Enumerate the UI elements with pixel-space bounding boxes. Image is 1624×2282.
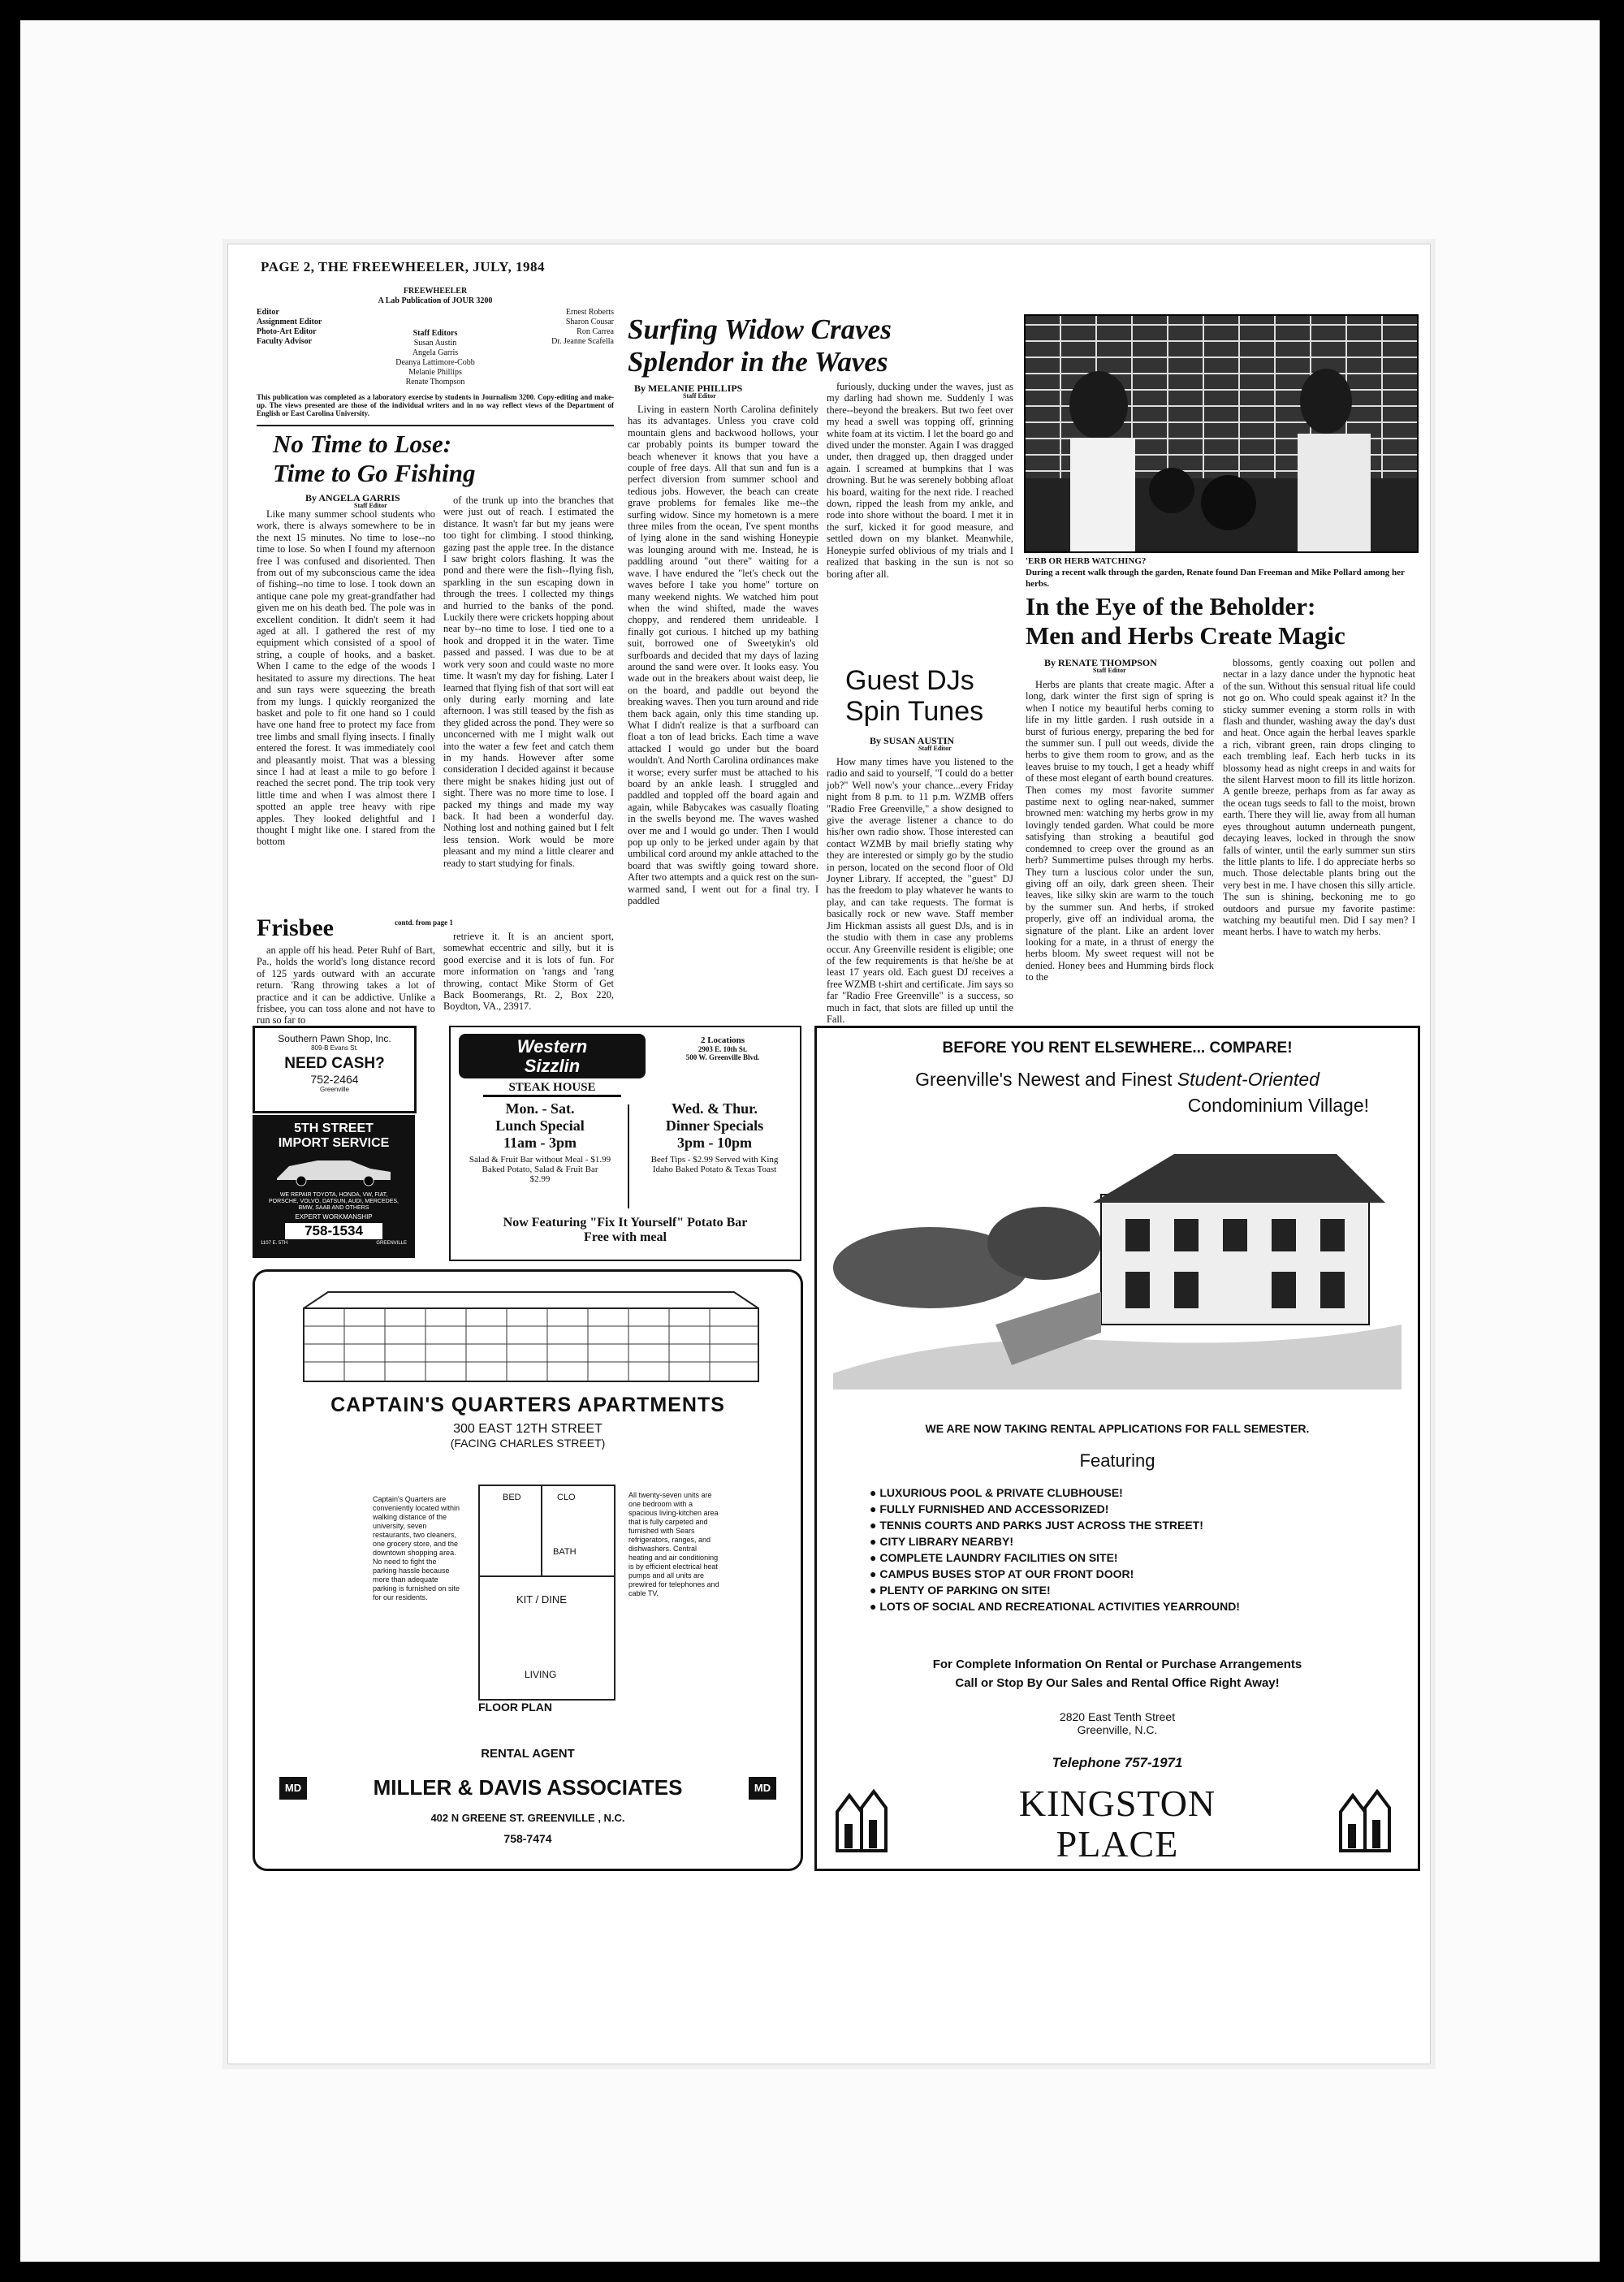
masthead-title: FREEWHEELER bbox=[403, 287, 468, 296]
footer-line: Now Featuring "Fix It Yourself" Potato Bar bbox=[503, 1216, 748, 1230]
locations-title: 2 Locations bbox=[700, 1035, 745, 1045]
captains-street: 300 EAST 12TH STREET bbox=[453, 1422, 603, 1436]
feature-item: ● CITY LIBRARY NEARBY! bbox=[870, 1535, 1389, 1548]
staff-name: Melanie Phillips bbox=[408, 368, 462, 377]
djs-byline bbox=[870, 735, 954, 752]
caption-title: 'ERB OR HERB WATCHING? bbox=[1026, 556, 1147, 566]
feature-item: ● FULLY FURNISHED AND ACCESSORIZED! bbox=[870, 1502, 1389, 1515]
pawn-phone: 752-2464 bbox=[310, 1073, 359, 1086]
name: Ron Carrea bbox=[577, 327, 614, 336]
car-icon bbox=[273, 1154, 395, 1186]
pawn-ad bbox=[253, 1026, 417, 1113]
photo-herb-plant bbox=[1149, 468, 1194, 513]
room-label: BATH bbox=[553, 1547, 577, 1557]
article-text: of the trunk up into the branches that were just out of reach. I estimated the distance. It wasn't far but my jeans were too tight for climbing. I stood thinking, gazing past the apple tree. In the distance I saw bright colors flashing. It was the pond and there were the fish--flying fish, sparkling in the sun escaping down in through the trees. I collected my things and hurried to the banks of the pond. Luckily there were crickets hopping about near by--no time to lose. I tied one to a hook and dropped it in the water. Time passed and passed. I was due to be at work very soon and could waste no more time. It wasn't my day for fishing. Later I learned that flying fish of that sort will eat only during early morning and late afternoon. I was still teased by the fish as they glided across the pond. They were so unconcerned with me I might walk out into the water a few feet and catch them in my hands. However after some consideration I decided against it because there might be snakes hiding just out of sight. There was no more time to lose. I packed my things and made my way back. It had been a wonderful day. Nothing lost and nothing gained but I felt less tension. Work would be more pleasant and my mind a little clearer and ready to start studying for finals. bbox=[443, 495, 614, 869]
location: 2903 E. 10th St. bbox=[698, 1045, 748, 1053]
location: 500 W. Greenville Blvd. bbox=[685, 1053, 760, 1061]
special-title: Wed. & Thur. bbox=[671, 1100, 758, 1117]
import-address: 1107 E. 5TH bbox=[261, 1241, 288, 1246]
feature-item: ● COMPLETE LAUNDRY FACILITIES ON SITE! bbox=[870, 1551, 1389, 1564]
fishing-byline bbox=[305, 492, 400, 509]
feature-item: ● LUXURIOUS POOL & PRIVATE CLUBHOUSE! bbox=[870, 1486, 1389, 1499]
staff-name: Angela Garris bbox=[412, 348, 459, 357]
article-text: furiously, ducking under the waves, just as my darling had shown me. Suddenly I was there--beyond the breakers. But two feet over my head a swell was topping off, grinning white foam at its victim. I let the board go and dived under the monster. Again I was dragged under, then dragged up, then dragged under again. I screamed at bumpkins that I was drowning. But he was serenely bobbing afloat his board, waiting for the next ride. I reached down, ripped the leash from my ankle, and rode into shore without the board. I met it in the surf, kicked it for good measure, and settled down on my blanket. Meanwhile, Honeypie surfed oblivious of my trials and I realized that basking in the sun is not so boring after all. bbox=[827, 381, 1013, 580]
kingston-phone: Telephone 757-1971 bbox=[1052, 1755, 1183, 1770]
kingston-line1 bbox=[817, 1069, 1418, 1091]
room-label: CLO bbox=[557, 1493, 576, 1502]
building-roof bbox=[1093, 1154, 1385, 1203]
divider bbox=[257, 425, 614, 426]
staff-name: Renate Thompson bbox=[405, 378, 465, 387]
special-items: Beef Tips - $2.99 Served with King Idaho Baked Potato & Texas Toast bbox=[650, 1155, 779, 1174]
herbs-headline bbox=[1026, 592, 1345, 650]
special-price: $2.99 bbox=[529, 1174, 551, 1184]
info-line: For Complete Information On Rental or Purchase Arrangements bbox=[932, 1657, 1302, 1671]
caption-text: During a recent walk through the garden, Renate found Dan Freeman and Mike Pollard among her herbs. bbox=[1026, 568, 1405, 589]
agent-row bbox=[279, 1775, 776, 1800]
captains-title-block bbox=[255, 1394, 801, 1450]
condominium-drawing bbox=[833, 1130, 1402, 1390]
car-wheel bbox=[296, 1176, 306, 1186]
sizzlin-locations bbox=[654, 1035, 792, 1061]
special-hours: 11am - 3pm bbox=[503, 1135, 577, 1151]
headline-line: In the Eye of the Beholder: bbox=[1026, 592, 1316, 620]
byline-role: Staff Editor bbox=[354, 502, 387, 509]
fishing-column-2 bbox=[443, 495, 614, 914]
sizzlin-logo bbox=[459, 1034, 646, 1078]
headline-line: Surfing Widow Craves bbox=[628, 313, 892, 345]
logo-line: PLACE bbox=[1056, 1823, 1179, 1865]
agent-address: 402 N GREENE ST. GREENVILLE , N.C. bbox=[430, 1812, 625, 1824]
rental-agent-label: RENTAL AGENT bbox=[481, 1747, 575, 1761]
lawn bbox=[833, 1325, 1402, 1390]
kingston-top: BEFORE YOU RENT ELSEWHERE... COMPARE! bbox=[942, 1039, 1293, 1057]
special-hours: 3pm - 10pm bbox=[676, 1135, 752, 1151]
headline-line: Guest DJs bbox=[845, 665, 974, 696]
agent-name: MILLER & DAVIS ASSOCIATES bbox=[373, 1775, 683, 1800]
divider bbox=[628, 1104, 629, 1208]
name: Dr. Jeanne Scafella bbox=[551, 337, 614, 346]
frisbee-column-2 bbox=[443, 931, 614, 1024]
import-title: 5TH STREET bbox=[294, 1122, 374, 1135]
surfing-headline bbox=[628, 313, 892, 378]
herb-photo bbox=[1024, 314, 1419, 553]
frisbee-headline: Frisbee bbox=[257, 914, 334, 941]
surfing-column-1 bbox=[628, 404, 818, 1009]
role: Faculty Advisor bbox=[257, 337, 313, 346]
byline-role: Staff Editor bbox=[918, 745, 952, 752]
fishing-headline bbox=[273, 430, 475, 488]
kingston-place-ad bbox=[814, 1026, 1420, 1871]
frisbee-column-1 bbox=[257, 944, 435, 1026]
article-text: retrieve it. It is an ancient sport, somewhat eccentric and silly, but it is good exercise and it is lots of fun. For more information on 'rangs and 'rang throwing, contact Mike Storm of Get Back Boomerangs, Rt. 2, Box 220, Boydton, VA., 23917. bbox=[443, 931, 614, 1013]
name: Ernest Roberts bbox=[565, 308, 614, 317]
plan-wall bbox=[541, 1486, 542, 1575]
line1-italic: Student-Oriented bbox=[1177, 1069, 1320, 1090]
headline-line: No Time to Lose: bbox=[273, 430, 452, 458]
car-body bbox=[277, 1160, 391, 1180]
staff-name: Deanya Lattimore-Cobb bbox=[395, 358, 475, 367]
staff-name: Susan Austin bbox=[413, 339, 457, 348]
byline-role: Staff Editor bbox=[683, 392, 716, 400]
address-line: 2820 East Tenth Street bbox=[1059, 1710, 1176, 1723]
captains-location-text: Captain's Quarters are conveniently located within walking distance of the university, seven restaurants, two cleaners, one grocery store, and the downtown shopping area. No need to fight the parking hassle because more than adequate parking is furnished on site for our residents. bbox=[373, 1495, 460, 1601]
photo-figures bbox=[1026, 316, 1417, 551]
name: Sharon Cousar bbox=[565, 318, 614, 326]
kingston-featuring: Featuring bbox=[1079, 1450, 1155, 1471]
lunch-special bbox=[459, 1100, 621, 1184]
special-items: Salad & Fruit Bar without Meal - $1.99 Baked Potato, Salad & Fruit Bar bbox=[469, 1155, 611, 1174]
photo-person-right-head bbox=[1300, 369, 1352, 434]
article-text: How many times have you listened to the radio and said to yourself, "I could do a better job?" Well now's your chance...every Friday night from 8 p.m. to 11 p.m. WZMB offers "Radio Free Greenville," a show designed to give the average listener a chance to do his/her own radio show. Those interested can contact WZMB by mail briefly stating why they are interested or simply go by the studio in person, located on the second floor of Old Joyner Library. If accepted, the "guest" DJ has the freedom to play whatever he wants to play, and can take requests. The format is basically rock or new wave. Staff member Jim Hickman assists all guest DJs, and is in the studio with them in case any problems occur. Any Greenville resident is eligible; one of the few requirements is that he/she be at least 17 years old. Each guest DJ receives a free WZMB t-shirt and certificate. Jim says so far "Radio Free Greenville" is a success, so much in fact, that slots are filled up until the Fall. bbox=[827, 756, 1013, 1025]
info-line: Call or Stop By Our Sales and Rental Office Right Away! bbox=[955, 1676, 1280, 1690]
special-sub: Lunch Special bbox=[495, 1117, 585, 1134]
import-footer bbox=[253, 1239, 415, 1247]
kingston-address bbox=[817, 1710, 1418, 1736]
sizzlin-banner: STEAK HOUSE bbox=[483, 1081, 621, 1097]
staff-editors bbox=[378, 329, 492, 387]
kingston-logo bbox=[817, 1783, 1418, 1865]
sizzlin-ad bbox=[449, 1026, 801, 1261]
room-label: KIT / DINE bbox=[516, 1593, 567, 1606]
room-label: BED bbox=[503, 1493, 521, 1502]
photo-caption bbox=[1026, 555, 1415, 590]
agent-phone: 758-7474 bbox=[503, 1832, 552, 1845]
line1-text: Greenville's Newest and Finest bbox=[915, 1069, 1173, 1090]
feature-item: ● LOTS OF SOCIAL AND RECREATIONAL ACTIVITIES YEARROUND! bbox=[870, 1600, 1389, 1613]
role: Editor bbox=[257, 308, 279, 317]
staff-label: Staff Editors bbox=[412, 329, 458, 338]
djs-headline bbox=[845, 665, 983, 727]
masthead-note: This publication was completed as a laboratory exercise by students in Journalism 3200. Copy-editing and make-up. The views presented are those of the individual writers and in no way reflect views of the Department of English or East Carolina University. bbox=[257, 393, 614, 417]
photo-person-left-body bbox=[1070, 438, 1135, 551]
article-text: Living in eastern North Carolina definitely has its advantages. Unless you crave cold mountain glens and backwood hollows, your car probably points its bumper toward the beach whenever it knows that you have a couple of free days. All that sun and fun is a perfect diversion from summer school and tedious jobs. However, the beach can create grave problems for females like me--the surfing widow. Since my hometown is a mere three miles from the ocean, I've spent months of lying alone in the sand wishing Honeypie was lounging around with me. Instead, he is paddling around "out there" waiting for a wave. I have endured the "let's check out the waves before I take you home" torture on many weekend nights. We watched him pout when the wind shifted, made the waves choppy, and rendered them unrideable. I finally got curious. I hitched up my bathing suit, borrowed one of Sweetykin's old surfboards and decided that my days of lazing around the sand were over. It looks easy. You wade out in the breakers about waist deep, lie on the board, and paddle out beyond the breaking waves. Then you turn around and ride them back again, only this time standing up. What I didn't realize is that a surfboard can float a ton of lead bricks. Each time a wave attacked I would go under but the board wouldn't. And North Carolina ordinances make it worse; every surfer must be attached to his board by an ankle leash. I struggled and paddled and toppled off the board again and again, while Babycakes was casually floating in the swells beyond me. The waves washed over me and I would go under. Then I would pop up only to be jerked under again by that umbilical cord around my ankle attached to the board that was swiftly going toward shore. After two attempts and a quick rest on the sun-warmed sand, I went out for a final try. I paddled bbox=[628, 404, 818, 907]
floor-plan-label: FLOOR PLAN bbox=[478, 1701, 552, 1714]
plan-wall bbox=[480, 1575, 614, 1577]
captains-unit-text: All twenty-seven units are one bedroom with a spacious living-kitchen area that is fully carpeted and furnished with Sears refrigerators, ranges, and dishwashers. Central heating and air conditioning is by efficient electrical heat pumps and all units are prewired for telephones and cable TV. bbox=[628, 1491, 719, 1597]
byline-text: By MELANIE PHILLIPS bbox=[634, 382, 743, 394]
footer-line: Free with meal bbox=[584, 1230, 667, 1244]
kingston-features bbox=[870, 1483, 1389, 1616]
pawn-city: Greenville bbox=[319, 1086, 349, 1093]
article-text: Like many summer school students who work, there is always somewhere to be in the next 15 minutes. No time to lose--no time to lose. So when I found my afternoon free I was confused and disoriented. Then from out of my subconscious came the idea of fishing--no time to lose. I took down an antique cane pole my great-grandfather had given me on his death bed. The pole was in excellent condition. It didn't seem it had aged at all. I gathered the rest of my equipment which consisted of a spool of string, a couple of hooks, and a basket. When I came to the edge of the woods I hesitated to assure my directions. The heat and sun rays were squeezing the breath from my lungs. I quickly reorganized the basket and pole to fit one hand so I could have one hand free to protect my face from tree limbs and small flying insects. I finally entered the forest. It was immediately cool and pleasantly moist. That was a blessing since I had at least a mile to go before I reached the secret pond. The trip took very little time and when I was almost there I spotted an apple tree heavy with ripe apples. They looked delightful and I thought I might like one. I stared from the bottom bbox=[257, 508, 435, 848]
herbs-column-1 bbox=[1026, 679, 1214, 1008]
role: Assignment Editor bbox=[257, 318, 322, 326]
address-line: Greenville, N.C. bbox=[1077, 1723, 1158, 1736]
herbs-byline bbox=[1044, 657, 1157, 674]
import-title: IMPORT SERVICE bbox=[278, 1136, 390, 1150]
role: Photo-Art Editor bbox=[257, 327, 317, 336]
surfing-column-2 bbox=[827, 381, 1013, 653]
pawn-name: Southern Pawn Shop, Inc. bbox=[278, 1033, 391, 1044]
page-header: PAGE 2, THE FREEWHEELER, JULY, 1984 bbox=[261, 259, 546, 274]
logo-line: KINGSTON bbox=[1018, 1783, 1216, 1824]
byline-text: By RENATE THOMPSON bbox=[1044, 657, 1157, 668]
headline-line: Men and Herbs Create Magic bbox=[1026, 621, 1345, 650]
captains-facing: (FACING CHARLES STREET) bbox=[450, 1437, 606, 1450]
byline-text: By SUSAN AUSTIN bbox=[870, 735, 955, 746]
masthead-subtitle: A Lab Publication of JOUR 3200 bbox=[378, 296, 493, 305]
import-phone: 758-1534 bbox=[285, 1223, 382, 1239]
headline-line: Time to Go Fishing bbox=[273, 459, 476, 487]
tree bbox=[987, 1207, 1101, 1280]
apartment-building-drawing bbox=[271, 1284, 783, 1390]
special-title: Mon. - Sat. bbox=[505, 1100, 575, 1117]
special-sub: Dinner Specials bbox=[665, 1117, 764, 1134]
pawn-headline: NEED CASH? bbox=[284, 1055, 385, 1072]
captains-title: CAPTAIN'S QUARTERS APARTMENTS bbox=[330, 1394, 725, 1416]
kingston-info bbox=[817, 1657, 1418, 1690]
feature-item: ● CAMPUS BUSES STOP AT OUR FRONT DOOR! bbox=[870, 1567, 1389, 1580]
kingston-line2: Condominium Village! bbox=[1187, 1095, 1369, 1116]
agent-logo-icon: MD bbox=[749, 1777, 776, 1800]
agent-logo-icon: MD bbox=[279, 1777, 307, 1800]
frisbee-contd: contd. from page 1 bbox=[395, 918, 453, 927]
masthead-roles bbox=[257, 308, 322, 347]
building-floors bbox=[304, 1308, 758, 1381]
article-text: Herbs are plants that create magic. After a long, dark winter the first sign of spring is when I notice my beautiful herbs coming to life in my little garden. I rush outside in a burst of furious energy, preparing the bed for the summer sun. I pull out weeds, divide the herbs to give them room to grow, and as the leaves bruise to my touch, I get a heady whiff of these most elegant of earth bound creatures. Then comes my most favorite summer pastime next to ogling near-naked, summer browned men: watching my herbs grow in my lovingly tended garden. What could be more satisfying than stroking a beautiful god condemned to creep over the ground as an herb? Summertime pulses through my herbs. They turn a luscious color under the sun, giving off an oily, dark green sheen. Their leaves, like silky skin are warm to the touch by the summer sun. And herbs, if stroked properly, give off an individual aroma, the signature of the plant. Like an ardent lover looking for a mate, in a thrust of energy the herbs bloom. My sweet request will not be denied. Honey bees and Humming birds flock to the bbox=[1026, 679, 1214, 983]
dinner-special bbox=[633, 1100, 796, 1174]
feature-item: ● TENNIS COURTS AND PARKS JUST ACROSS THE STREET! bbox=[870, 1519, 1389, 1532]
captains-quarters-ad bbox=[253, 1269, 803, 1871]
building-outline bbox=[304, 1308, 758, 1381]
photo-person-right-body bbox=[1298, 434, 1371, 551]
import-ad bbox=[253, 1115, 415, 1258]
byline-text: By ANGELA GARRIS bbox=[305, 492, 400, 504]
building-roof bbox=[304, 1292, 758, 1308]
article-text: blossoms, gently coaxing out pollen and nectar in a lazy dance under the hypnotic heat of the sun. Without this sensual ritual life could not go on. Who could speak against it? In the sticky summer evening a storm rolls in with flash and thunder, washing away the day's dust and heat. Once again the herbal leaves sparkle a rich, vibrant green, rain drops clinging to each trembling leaf. Each herb tucks in its blossomy head as night creeps in and waits for the silent Harvest moon to fill its little horizon. A gentle breeze, perhaps from as far away as the ocean tugs seeds to fall to the moist, brown earth. There they will lie, away from all human eyes throughout autumn underneath pungent, decaying leaves, locked in through the snow falls of winter, until the early summer sun stirs the little plants to life. I do appreciate herbs so much. Those delectable plants bring out the very best in me. I have chosen this silly article. The sun is shining, beckoning me to go outdoors and pursue my favorite pastime: watching my beautiful men. Did I say men? I meant herbs. I have to watch my herbs. bbox=[1223, 657, 1415, 938]
car-wheel bbox=[364, 1176, 374, 1186]
floor-plan bbox=[478, 1485, 615, 1701]
djs-column bbox=[827, 756, 1013, 1025]
pawn-address: 809-B Evans St. bbox=[311, 1044, 358, 1052]
masthead bbox=[257, 287, 614, 389]
import-city: GREENVILLE bbox=[376, 1241, 407, 1246]
kingston-taking: WE ARE NOW TAKING RENTAL APPLICATIONS FOR FALL SEMESTER. bbox=[925, 1422, 1310, 1435]
photo-person-left-head bbox=[1069, 371, 1128, 439]
import-services: WE REPAIR TOYOTA, HONDA, VW, FIAT, PORSCHE, VOLVO, DATSUN, AUDI, MERCEDES, BMW, SAAB AND OTHERS bbox=[269, 1192, 399, 1211]
feature-item: ● PLENTY OF PARKING ON SITE! bbox=[870, 1584, 1389, 1597]
fishing-column-1 bbox=[257, 508, 435, 914]
article-text: an apple off his head. Peter Ruhf of Bart, Pa., holds the world's long distance record of 125 yards outward with an accurate return. 'Rang throwing takes a lot of practice and it can be addictive. Unlike a frisbee, you can toss alone and not have to run so far to bbox=[257, 944, 435, 1026]
sizzlin-footer bbox=[451, 1216, 800, 1245]
herbs-column-2 bbox=[1223, 657, 1415, 1008]
import-tagline: EXPERT WORKMANSHIP bbox=[295, 1213, 373, 1221]
photo-herb-plant bbox=[1201, 475, 1256, 530]
logo-text: Western bbox=[516, 1036, 588, 1057]
byline-role: Staff Editor bbox=[1093, 667, 1126, 674]
headline-line: Splendor in the Waves bbox=[628, 346, 888, 378]
newspaper-page bbox=[227, 244, 1431, 2064]
room-label: LIVING bbox=[525, 1669, 557, 1680]
logo-text: Sizzlin bbox=[524, 1056, 581, 1076]
masthead-names bbox=[551, 308, 614, 347]
surfing-byline bbox=[634, 382, 742, 400]
headline-line: Spin Tunes bbox=[845, 696, 984, 727]
